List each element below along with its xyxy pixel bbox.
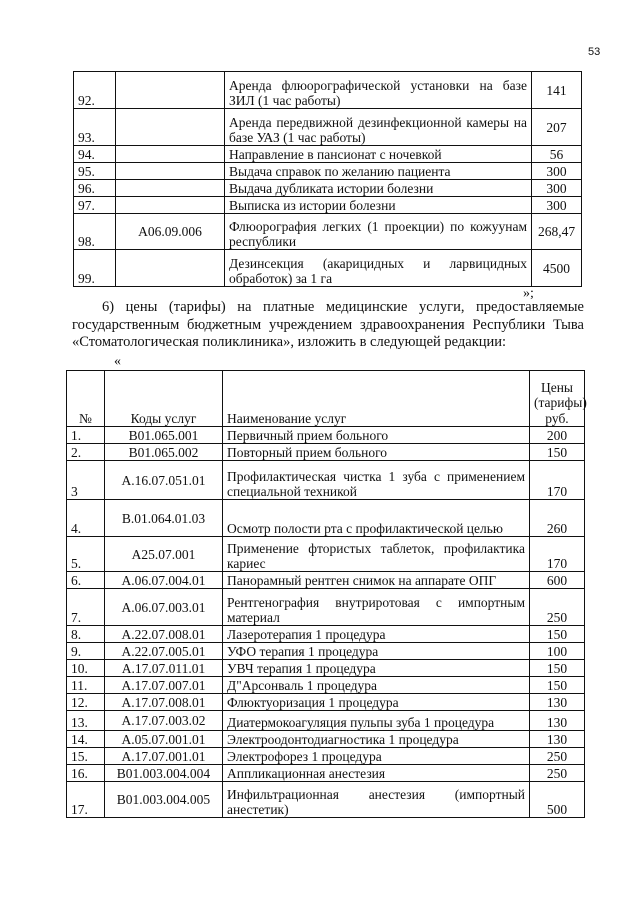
service-name: Выписка из истории болезни xyxy=(225,197,532,214)
service-price: 207 xyxy=(532,109,582,146)
service-name: Выдача справок по желанию пациента xyxy=(225,163,532,180)
service-code: А.06.07.003.01 xyxy=(105,589,223,626)
service-name: Электроодонтодиагностика 1 процедура xyxy=(223,731,530,748)
service-name: Инфильтрационная анестезия (импортный анестетик) xyxy=(223,782,530,818)
header-code: Коды услуг xyxy=(105,371,223,427)
service-name: Направление в пансионат с ночевкой xyxy=(225,146,532,163)
service-price: 300 xyxy=(532,180,582,197)
service-name: Дезинсекция (акарицидных и ларвицидных обработок) за 1 га xyxy=(225,250,532,287)
service-code: В01.003.004.004 xyxy=(105,765,223,782)
header-price-line-3: руб. xyxy=(545,410,569,426)
row-number: 93. xyxy=(74,109,116,146)
row-number: 3 xyxy=(67,461,105,500)
service-price: 150 xyxy=(530,626,585,643)
service-code: А.17.07.008.01 xyxy=(105,694,223,711)
service-name: Электрофорез 1 процедура xyxy=(223,748,530,765)
row-number: 12. xyxy=(67,694,105,711)
service-price: 56 xyxy=(532,146,582,163)
service-name: Флюктуоризация 1 процедура xyxy=(223,694,530,711)
row-number: 4. xyxy=(67,500,105,537)
service-price: 300 xyxy=(532,163,582,180)
service-code xyxy=(116,72,225,109)
table-row xyxy=(67,731,585,748)
table-row xyxy=(74,109,582,146)
service-name: Применение фтористых таблеток, профилактика кариес xyxy=(223,537,530,572)
row-number: 95. xyxy=(74,163,116,180)
service-name: Повторный прием больного xyxy=(223,444,530,461)
table-row xyxy=(74,180,582,197)
row-number: 11. xyxy=(67,677,105,694)
table-row xyxy=(67,782,585,818)
service-code: А.16.07.051.01 xyxy=(105,461,223,500)
service-price: 600 xyxy=(530,572,585,589)
service-price: 250 xyxy=(530,589,585,626)
dental-services-table xyxy=(66,370,585,818)
table-row xyxy=(74,214,582,250)
service-code xyxy=(116,250,225,287)
service-price: 250 xyxy=(530,748,585,765)
table-row xyxy=(74,146,582,163)
service-price: 141 xyxy=(532,72,582,109)
row-number: 8. xyxy=(67,626,105,643)
tariff-table-continued xyxy=(73,71,582,287)
table-row xyxy=(67,589,585,626)
service-price: 130 xyxy=(530,694,585,711)
row-number: 16. xyxy=(67,765,105,782)
service-price: 150 xyxy=(530,660,585,677)
service-price: 500 xyxy=(530,782,585,818)
table-row xyxy=(74,163,582,180)
table-row xyxy=(74,72,582,109)
service-price: 268,47 xyxy=(532,214,582,250)
service-price: 250 xyxy=(530,765,585,782)
table-row xyxy=(67,643,585,660)
service-code: А.17.07.003.02 xyxy=(105,711,223,731)
service-price: 4500 xyxy=(532,250,582,287)
service-code: В01.065.002 xyxy=(105,444,223,461)
service-code: В01.003.004.005 xyxy=(105,782,223,818)
row-number: 6. xyxy=(67,572,105,589)
table-row xyxy=(67,444,585,461)
service-code: А.17.07.001.01 xyxy=(105,748,223,765)
row-number: 10. xyxy=(67,660,105,677)
service-name: Выдача дубликата истории болезни xyxy=(225,180,532,197)
service-name: Профилактическая чистка 1 зуба с применением специальной техникой xyxy=(223,461,530,500)
page-number: 53 xyxy=(588,46,601,58)
row-number: 96. xyxy=(74,180,116,197)
table-row xyxy=(67,765,585,782)
service-name: УФО терапия 1 процедура xyxy=(223,643,530,660)
service-code xyxy=(116,146,225,163)
service-code: А.22.07.005.01 xyxy=(105,643,223,660)
service-code: А06.09.006 xyxy=(116,214,225,250)
row-number: 99. xyxy=(74,250,116,287)
row-number: 15. xyxy=(67,748,105,765)
service-code: А.17.07.011.01 xyxy=(105,660,223,677)
closing-quote: »; xyxy=(523,286,534,301)
row-number: 1. xyxy=(67,427,105,444)
header-price-line-2: (тарифы) xyxy=(534,395,587,410)
table-row xyxy=(74,250,582,287)
header-name: Наименование услуг xyxy=(223,371,530,427)
service-name: Флюорография легких (1 проекции) по кожуунам республики xyxy=(225,214,532,250)
service-name: Осмотр полости рта с профилактической целью xyxy=(223,500,530,537)
row-number: 2. xyxy=(67,444,105,461)
service-name: Аренда флюорографической установки на базе ЗИЛ (1 час работы) xyxy=(225,72,532,109)
service-name: Панорамный рентген снимок на аппарате ОПГ xyxy=(223,572,530,589)
service-price: 150 xyxy=(530,444,585,461)
header-price xyxy=(530,371,585,427)
row-number: 98. xyxy=(74,214,116,250)
service-price: 130 xyxy=(530,711,585,731)
service-name: УВЧ терапия 1 процедура xyxy=(223,660,530,677)
service-price: 170 xyxy=(530,461,585,500)
service-code: А.05.07.001.01 xyxy=(105,731,223,748)
row-number: 92. xyxy=(74,72,116,109)
service-name: Аренда передвижной дезинфекционной камеры на базе УАЗ (1 час работы) xyxy=(225,109,532,146)
header-price-line-1: Цены xyxy=(540,379,574,395)
service-price: 170 xyxy=(530,537,585,572)
table-row xyxy=(67,461,585,500)
footer-mark xyxy=(14,893,17,903)
service-name: Диатермокоагуляция пульпы зуба 1 процедура xyxy=(223,711,530,731)
table-row xyxy=(67,572,585,589)
paragraph-line-1: 6) цены (тарифы) на платные медицинские услуги, предоставляемые xyxy=(102,299,584,315)
opening-quote: « xyxy=(114,354,121,369)
service-name: Первичный прием больного xyxy=(223,427,530,444)
service-name: Рентгенография внутриротовая с импортным материал xyxy=(223,589,530,626)
service-name: Лазеротерапия 1 процедура xyxy=(223,626,530,643)
service-name: Д"Арсонваль 1 процедура xyxy=(223,677,530,694)
table-row xyxy=(67,694,585,711)
table-row xyxy=(67,677,585,694)
row-number: 5. xyxy=(67,537,105,572)
service-code: В01.065.001 xyxy=(105,427,223,444)
table-row xyxy=(67,500,585,537)
row-number: 17. xyxy=(67,782,105,818)
service-price: 200 xyxy=(530,427,585,444)
service-code: В.01.064.01.03 xyxy=(105,500,223,537)
service-code: А.22.07.008.01 xyxy=(105,626,223,643)
row-number: 13. xyxy=(67,711,105,731)
paragraph-line-2: государственным бюджетным учреждением здравоохранения Республики Тыва xyxy=(72,316,584,333)
row-number: 94. xyxy=(74,146,116,163)
service-code xyxy=(116,109,225,146)
header-number: № xyxy=(67,371,105,427)
service-price: 150 xyxy=(530,677,585,694)
service-price: 300 xyxy=(532,197,582,214)
table-row xyxy=(67,748,585,765)
service-code: А.17.07.007.01 xyxy=(105,677,223,694)
row-number: 14. xyxy=(67,731,105,748)
service-price: 100 xyxy=(530,643,585,660)
table-row xyxy=(67,626,585,643)
service-code xyxy=(116,197,225,214)
paragraph-line-3: «Стоматологическая поликлиника», изложить в следующей редакции: xyxy=(72,334,507,350)
service-code: А.06.07.004.01 xyxy=(105,572,223,589)
table-row xyxy=(67,711,585,731)
service-code xyxy=(116,163,225,180)
table-row xyxy=(74,197,582,214)
service-price: 260 xyxy=(530,500,585,537)
table-row xyxy=(67,660,585,677)
table-row xyxy=(67,427,585,444)
service-price: 130 xyxy=(530,731,585,748)
service-name: Аппликационная анестезия xyxy=(223,765,530,782)
table-row xyxy=(67,537,585,572)
amendment-paragraph xyxy=(72,299,584,352)
table-header-row xyxy=(67,371,585,427)
service-code: А25.07.001 xyxy=(105,537,223,572)
row-number: 7. xyxy=(67,589,105,626)
row-number: 97. xyxy=(74,197,116,214)
service-code xyxy=(116,180,225,197)
row-number: 9. xyxy=(67,643,105,660)
